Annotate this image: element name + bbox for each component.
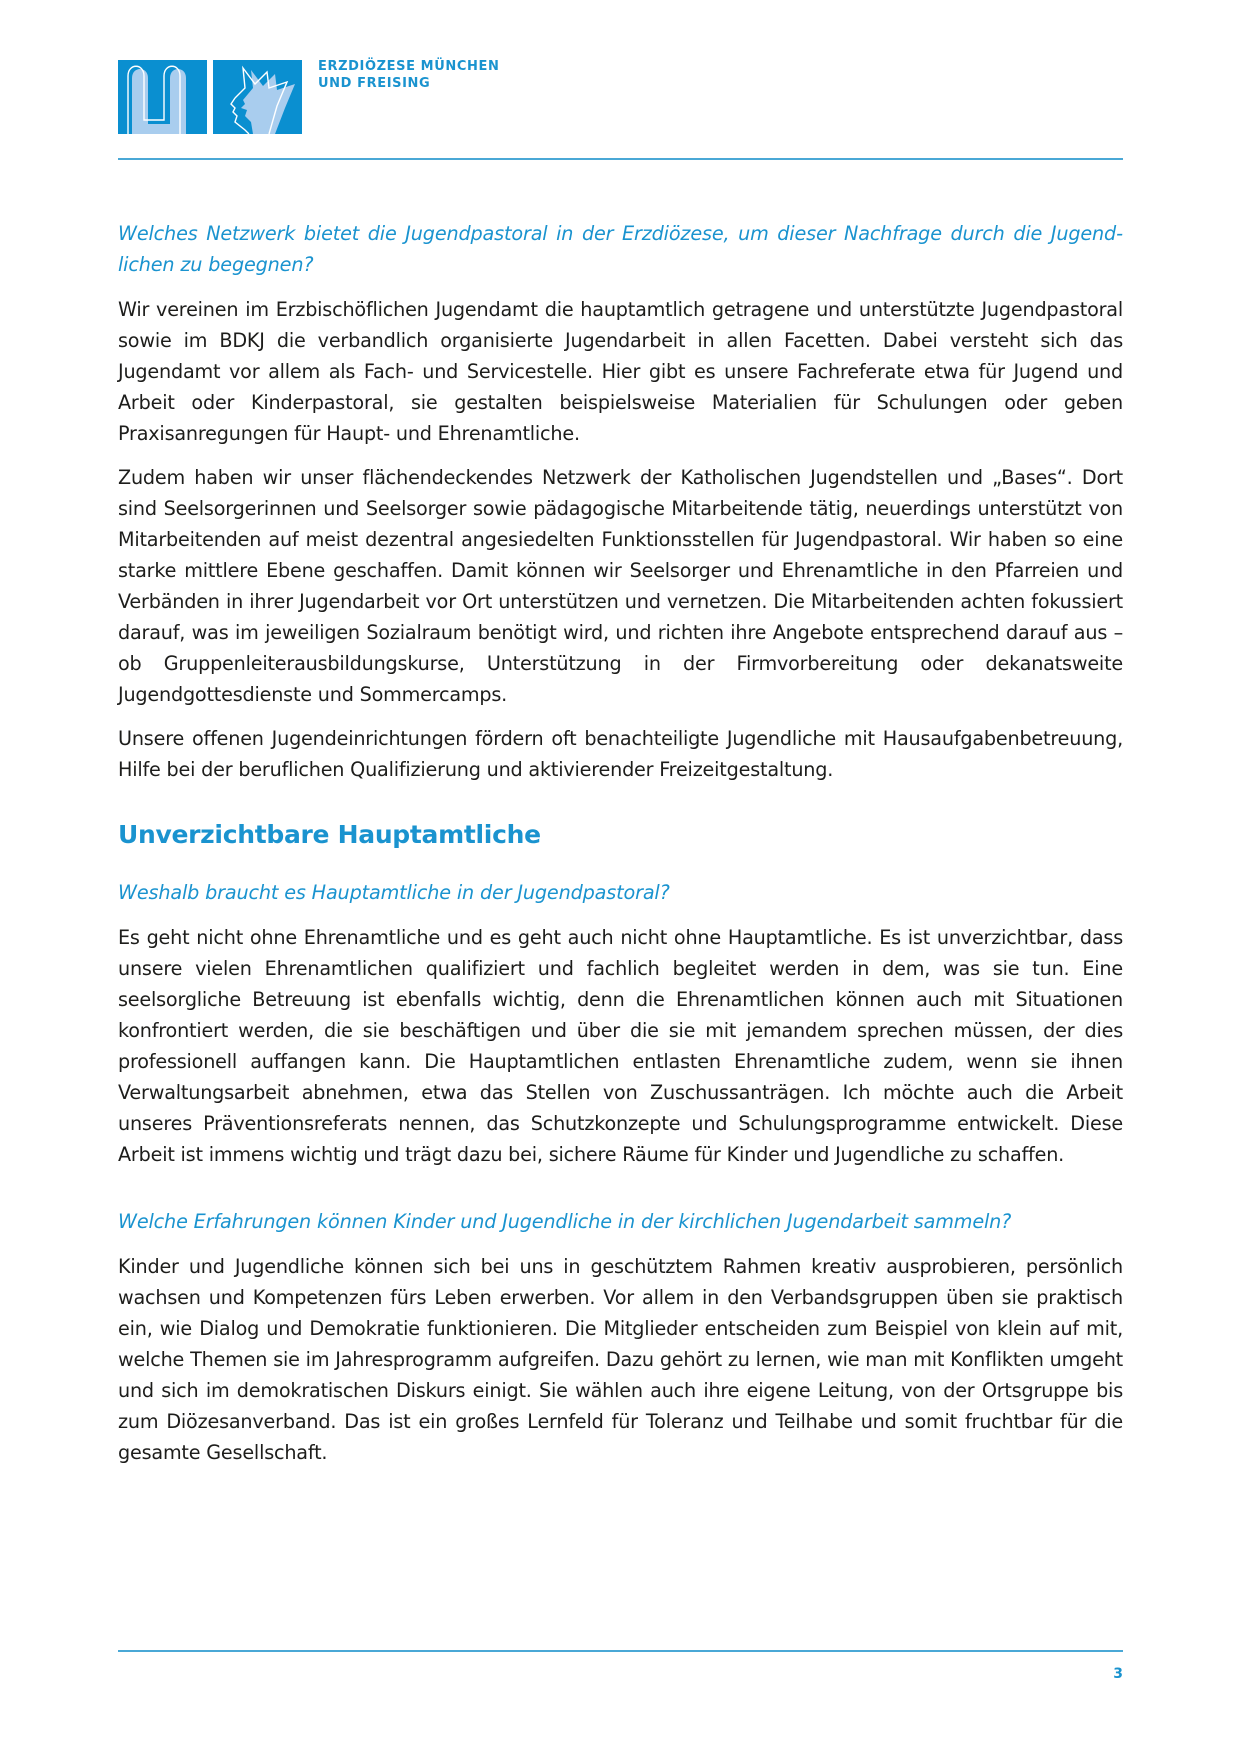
frauenkirche-towers-icon [118, 60, 207, 134]
interview-question: Welche Erfahrungen können Kinder und Jugendliche in der kirchlichen Jugendarbeit sammeln? [118, 1210, 1012, 1233]
body-paragraph: Kinder und Jugendliche können sich bei uns in geschütztem Rahmen kreativ ausprobieren, persönlich wachsen und Kompetenzen fürs Leben erwerben. Vor allem in den Verbandsgruppen üben sie praktisch ein, wie Dialog und Demokratie funktionieren. Die Mitglieder entscheiden zum Beispiel von klein auf mit, welche Themen sie im Jahresprogramm aufgreifen. Dazu gehört zu lernen, wie man mit Konflikten umgeht und sich im demokratischen Diskurs einigt. Sie wählen auch ihre eigene Leitung, von der Ortsgruppe bis zum Diözesanverband. Das ist ein großes Lernfeld für Toleranz und Teilhabe und somit fruchtbar für die gesamte Gesellschaft. [118, 1255, 1123, 1464]
organization-name [318, 58, 499, 92]
body-paragraph: Wir vereinen im Erzbischöflichen Jugendamt die hauptamtlich getragene und unterstützte Jugendpastoral sowie im BDKJ die verbandlich organisierte Jugendarbeit in allen Facetten. Dabei versteht sich das Jugendamt vor allem als Fach- und Servicestelle. Hier gibt es unsere Fachreferate etwa für Jugend und Arbeit oder Kinderpastoral, sie gestalten beispielsweise Materialien für Schulungen oder geben Praxisanregungen für Haupt- und Ehrenamtliche. [118, 298, 1123, 445]
org-name-line1: ERZDIÖZESE MÜNCHEN [318, 59, 500, 74]
section-heading: Unverzichtbare Hauptamtliche [118, 820, 541, 849]
org-name-line2: UND FREISING [318, 76, 431, 91]
body-paragraph: Zudem haben wir unser flächendeckendes Netzwerk der Katholischen Jugendstellen und „Bases“. Dort sind Seelsorgerinnen und Seelsorger sowie pädagogische Mitarbeitende tätig, neuerdings unterstützt von Mitarbeitenden auf meist dezentral angesiedelten Funktionsstellen für Jugendpastoral. Wir haben so eine starke mittlere Ebene geschaffen. Damit können wir Seelsorger und Ehrenamtliche in den Pfarreien und Verbänden in ihrer Jugendarbeit vor Ort unterstützen und vernetzen. Die Mitarbeitenden achten fokussiert darauf, was im jeweiligen Sozialraum benötigt wird, und richten ihre Angebote entsprechend darauf aus – ob Gruppenleiterausbildungskurse, Unterstützung in der Firmvorbereitung oder dekanatsweite Jugendgottesdienste und Sommercamps. [118, 466, 1123, 706]
page-header [118, 60, 499, 134]
body-paragraph: Unsere offenen Jugendeinrichtungen fördern oft benachteiligte Jugendliche mit Hausaufgabenbetreuung, Hilfe bei der beruflichen Qualifizierung und aktivierender Freizeitgestaltung. [118, 727, 1123, 781]
crowned-moor-icon [213, 60, 302, 134]
footer-divider [118, 1650, 1123, 1652]
interview-question: Welches Netzwerk bietet die Jugendpastoral in der Erzdiözese, um dieser Nachfrage durch die Jugendlichen zu begegnen? [118, 222, 1123, 276]
header-divider [118, 158, 1123, 160]
body-paragraph: Es geht nicht ohne Ehrenamtliche und es geht auch nicht ohne Hauptamtliche. Es ist unverzichtbar, dass unsere vielen Ehrenamtlichen qualifiziert und fachlich begleitet werden in dem, was sie tun. Eine seelsorgliche Betreuung ist ebenfalls wichtig, denn die Ehrenamtlichen können auch mit Situationen konfrontiert werden, die sie beschäftigen und über die sie mit jemandem sprechen müssen, der dies professionell auffangen kann. Die Hauptamtlichen entlasten Ehrenamtliche zudem, wenn sie ihnen Verwaltungsarbeit abnehmen, etwa das Stellen von Zuschussanträgen. Ich möchte auch die Arbeit unseres Präventionsreferats nennen, das Schutzkonzepte und Schulungsprogramme entwickelt. Diese Arbeit ist immens wichtig und trägt dazu bei, sichere Räume für Kinder und Jugendliche zu schaffen. [118, 926, 1123, 1166]
page-number: 3 [1113, 1666, 1123, 1682]
interview-question: Weshalb braucht es Hauptamtliche in der Jugendpastoral? [118, 881, 670, 904]
page-content [118, 218, 1123, 1481]
